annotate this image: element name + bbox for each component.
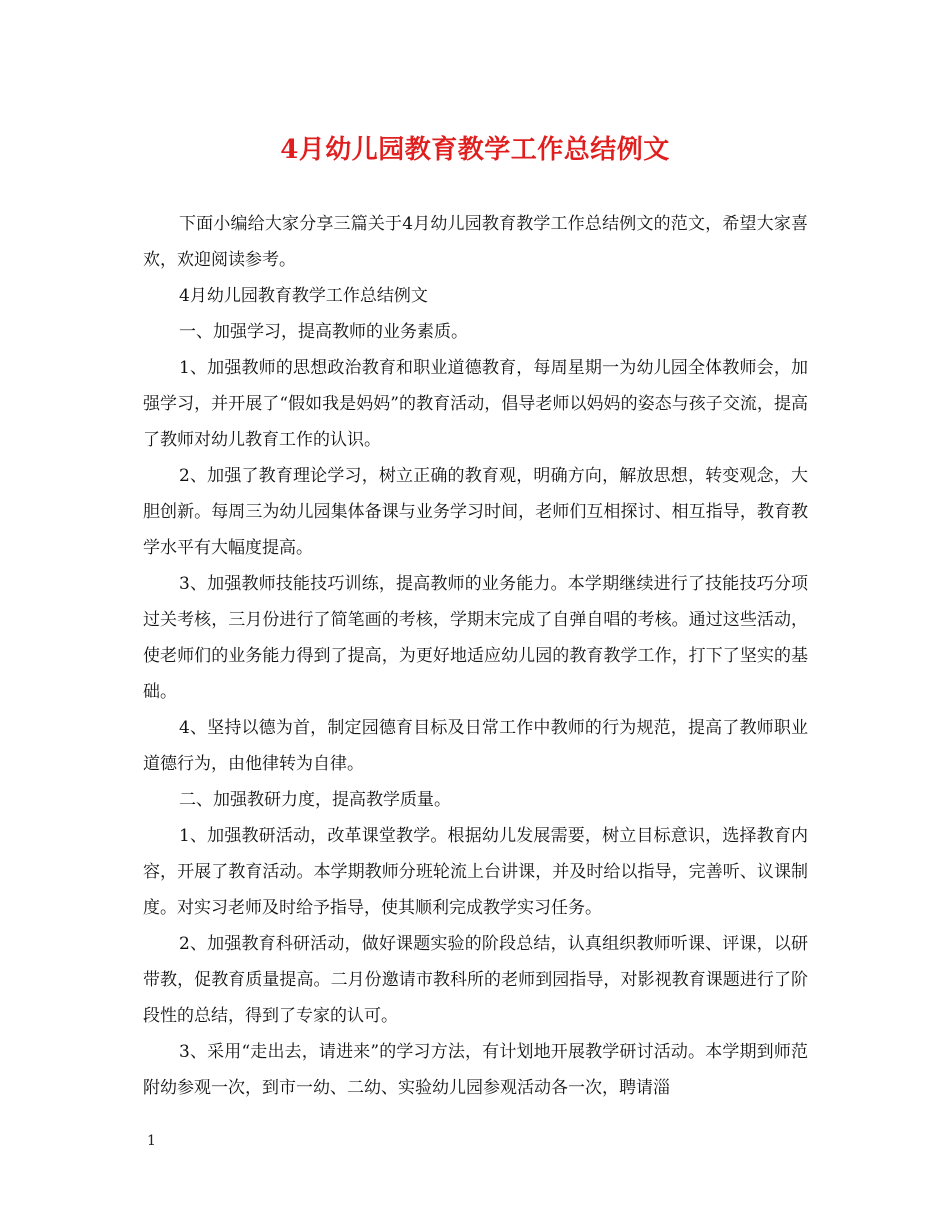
document-title: 4月幼儿园教育教学工作总结例文 (280, 135, 670, 165)
document-body (143, 206, 808, 1106)
page-number: 1 (147, 1133, 156, 1149)
section-heading-2: 二、加强教研力度，提高教学质量。 (179, 790, 451, 810)
paragraph-2-3: 3、采用“走出去，请进来”的学习方法，有计划地开展教学研讨活动。本学期到师范附幼参观一次，到市一幼、二幼、实验幼儿园参观活动各一次，聘请淄 (143, 1042, 808, 1098)
paragraph-2-2: 2、加强教育科研活动，做好课题实验的阶段总结，认真组织教师听课、评课，以研带教，促教育质量提高。二月份邀请市教科所的老师到园指导，对影视教育课题进行了阶段性的总结，得到了专家的认可。 (143, 934, 808, 1026)
paragraph-1-4: 4、坚持以德为首，制定园德育目标及日常工作中教师的行为规范，提高了教师职业道德行为，由他律转为自律。 (143, 718, 808, 774)
paragraph-intro: 下面小编给大家分享三篇关于4月幼儿园教育教学工作总结例文的范文，希望大家喜欢，欢迎阅读参考。 (143, 214, 808, 270)
paragraph-subtitle: 4月幼儿园教育教学工作总结例文 (179, 286, 428, 306)
paragraph-1-3: 3、加强教师技能技巧训练，提高教师的业务能力。本学期继续进行了技能技巧分项过关考核，三月份进行了简笔画的考核，学期末完成了自弹自唱的考核。通过这些活动，使老师们的业务能力得到了提高，为更好地适应幼儿园的教育教学工作，打下了坚实的基础。 (143, 574, 808, 702)
paragraph-1-1: 1、加强教师的思想政治教育和职业道德教育，每周星期一为幼儿园全体教师会，加强学习，并开展了“假如我是妈妈”的教育活动，倡导老师以妈妈的姿态与孩子交流，提高了教师对幼儿教育工作的认识。 (143, 358, 808, 450)
paragraph-1-2: 2、加强了教育理论学习，树立正确的教育观，明确方向，解放思想，转变观念，大胆创新。每周三为幼儿园集体备课与业务学习时间，老师们互相探讨、相互指导，教育教学水平有大幅度提高。 (143, 466, 808, 558)
paragraph-2-1: 1、加强教研活动，改革课堂教学。根据幼儿发展需要，树立目标意识，选择教育内容，开展了教育活动。本学期教师分班轮流上台讲课，并及时给以指导，完善听、议课制度。对实习老师及时给予指导，使其顺利完成教学实习任务。 (143, 826, 808, 918)
section-heading-1: 一、加强学习，提高教师的业务素质。 (179, 322, 468, 342)
